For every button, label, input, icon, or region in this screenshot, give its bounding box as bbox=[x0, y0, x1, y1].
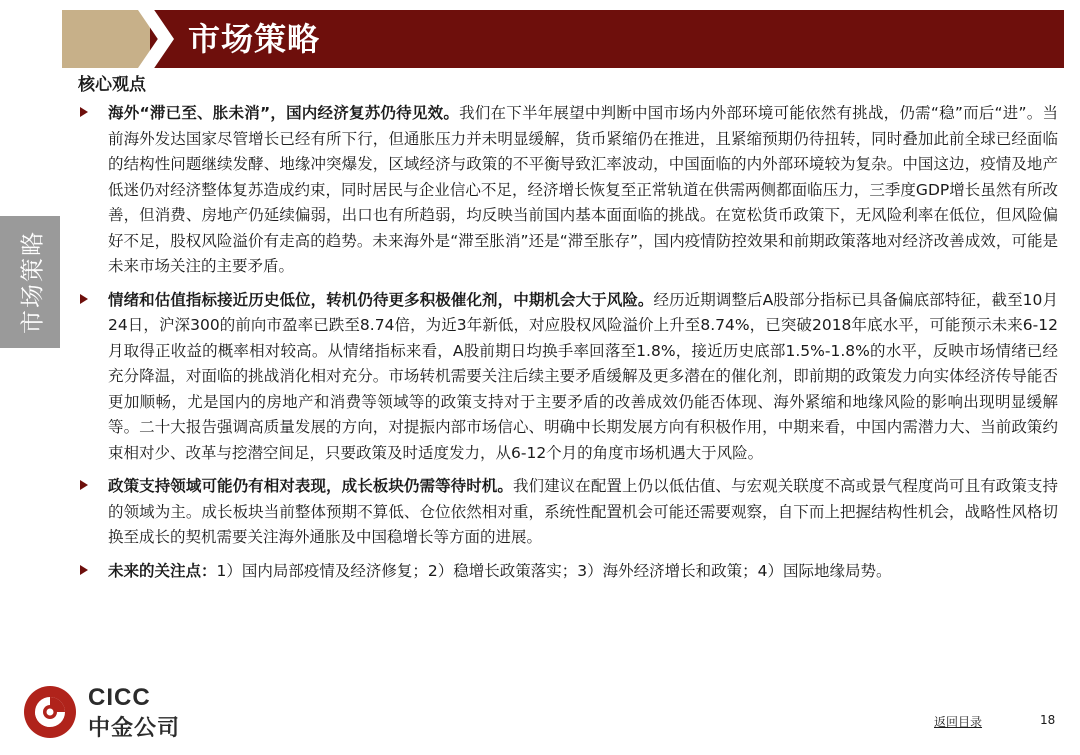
triangle-bullet-icon bbox=[80, 565, 88, 575]
back-to-contents-link[interactable]: 返回目录 bbox=[934, 715, 983, 729]
logo-chinese: 中金公司 bbox=[88, 716, 181, 741]
bullet-item bbox=[78, 288, 1058, 467]
cicc-logo-mark-icon bbox=[22, 684, 78, 740]
page-title: 市场策略 bbox=[188, 20, 321, 58]
bullet-text bbox=[108, 474, 1058, 551]
bullet-lead: 未来的关注点： bbox=[108, 561, 217, 580]
bullet-text bbox=[108, 101, 1058, 280]
triangle-bullet-icon bbox=[80, 107, 88, 117]
bullet-lead: 政策支持领域可能仍有相对表现，成长板块仍需等待时机。 bbox=[108, 477, 513, 495]
bullet-body: 1）国内局部疫情及经济修复；2）稳增长政策落实；3）海外经济增长和政策；4）国际地缘局势。 bbox=[216, 561, 892, 580]
triangle-bullet-icon bbox=[80, 480, 88, 490]
triangle-bullet-icon bbox=[80, 294, 88, 304]
cicc-logo bbox=[22, 684, 202, 740]
bullet-lead: 海外“滞已至、胀未消”，国内经济复苏仍待见效。 bbox=[108, 104, 460, 122]
side-tab-label: 市场策略 bbox=[18, 230, 47, 334]
section-heading: 核心观点 bbox=[78, 75, 146, 95]
bullet-body: 经历近期调整后A股部分指标已具备偏底部特征，截至10月24日，沪深300的前向市盈率已跌至8.74倍，为近3年新低，对应股权风险溢价上升至8.74%，已突破2018年底水平，可能预示未来6-12月取得正收益的概率相对较高。从情绪指标来看，A股前期日均换手率回落至1.8%，接近历史底部1.5%-1.8%的水平，反映市场情绪已经充分降温，对面临的挑战消化相对充分。市场转机需要关注后续主要矛盾缓解及更多潜在的催化剂，即前期的政策发力向实体经济传导能否更加顺畅，尤是国内的房地产和消费等领域等的政策支持对于主要矛盾的改善成效仍能否体现、海外紧缩和地缘风险的影响出现明显缓解等。二十大报告强调高质量发展的方向，对提振内部市场信心、明确中长期发展方向有积极作用，中期来看，中国内需潜力大、当前政策约束相对少、改革与挖潜空间足，只要政策及时适度发力，从6-12个月的角度市场机遇大于风险。 bbox=[108, 290, 1058, 462]
bullet-text bbox=[108, 288, 1058, 467]
logo-english: CICC bbox=[88, 684, 151, 711]
bullet-lead: 情绪和估值指标接近历史低位，转机仍待更多积极催化剂，中期机会大于风险。 bbox=[108, 290, 654, 309]
page-number: 18 bbox=[1040, 713, 1056, 727]
side-section-tab bbox=[0, 216, 60, 348]
header-accent-block bbox=[62, 10, 154, 68]
bullet-item bbox=[78, 101, 1058, 280]
bullet-item bbox=[78, 559, 1058, 585]
bullet-body: 我们建议在配置上仍以低估值、与宏观关联度不高或景气程度尚可且有政策支持的领域为主。成长板块当前整体预期不算低、仓位依然相对重，系统性配置机会可能还需要观察，自下而上把握结构性机会，战略性风格切换至成长的契机需要关注海外通胀及中国稳增长等方面的进展。 bbox=[108, 477, 1058, 546]
bullet-body: 我们在下半年展望中判断中国市场内外部环境可能依然有挑战，仍需“稳”而后“进”。当前海外发达国家尽管增长已经有所下行，但通胀压力并未明显缓解，货币紧缩仍在推进，且紧缩预期仍待扭转，同时叠加此前全球已经面临的结构性问题继续发酵、地缘冲突爆发，区域经济与政策的不平衡导致汇率波动，中国面临的内外部环境较为复杂。中国这边，疫情及地产低迷仍对经济整体复苏造成约束，同时居民与企业信心不足，经济增长恢复至正常轨道在供需两侧都面临压力，三季度GDP增长虽然有所改善，但消费、房地产仍延续偏弱，出口也有所趋弱，均反映当前国内基本面面临的挑战。在宽松货币政策下，无风险利率在低位，但风险偏好不足，股权风险溢价有走高的趋势。未来海外是“滞至胀消”还是“滞至胀存”，国内疫情防控效果和前期政策落地对经济改善成效，可能是未来市场关注的主要矛盾。 bbox=[108, 104, 1058, 275]
bullet-list bbox=[78, 101, 1058, 592]
bullet-item bbox=[78, 474, 1058, 551]
bullet-text bbox=[108, 559, 1058, 585]
